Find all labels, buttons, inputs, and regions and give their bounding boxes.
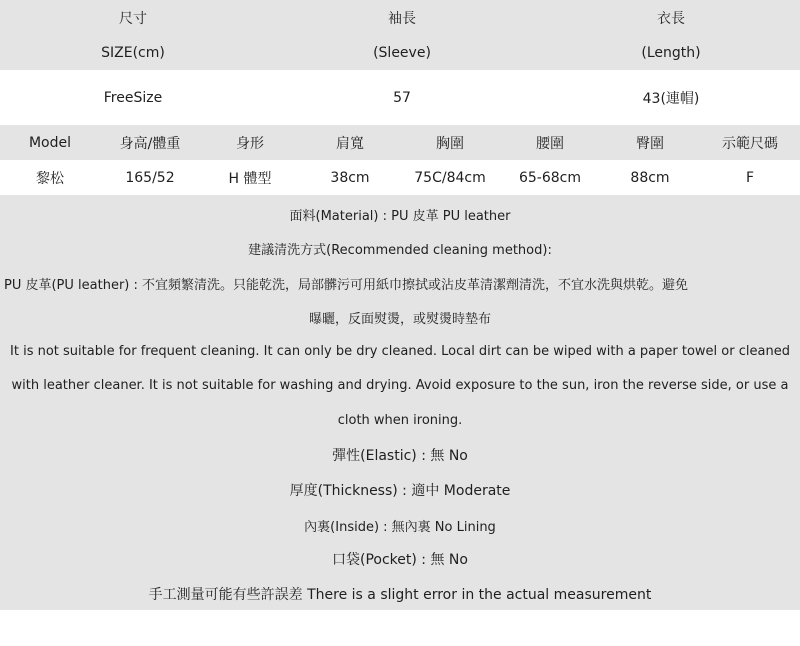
cleaning-zh-line-2: 曝曬，反面熨燙，或熨燙時墊布: [308, 311, 491, 327]
length-header-zh: 衣長: [657, 11, 685, 27]
size-value: FreeSize: [103, 89, 163, 106]
model-header: Model: [28, 134, 72, 151]
hip-header: 臀圍: [636, 135, 664, 152]
pocket-line: 口袋(Pocket) : 無 No: [332, 552, 468, 568]
model-table-header: [0, 125, 800, 160]
inside-line: 內裏(Inside) : 無內裏 No Lining: [304, 519, 496, 535]
waist-header: 腰圍: [536, 135, 564, 152]
thickness-line: 厚度(Thickness) : 適中 Moderate: [289, 483, 511, 499]
size-header-en: SIZE(cm): [101, 45, 165, 61]
waist-value: 65-68cm: [518, 169, 581, 186]
body-shape-value: H 體型: [228, 170, 272, 187]
demo-size-header: 示範尺碼: [722, 135, 778, 152]
cleaning-en-line-3: cloth when ironing.: [337, 412, 463, 428]
bust-header: 胸圍: [436, 135, 464, 152]
elastic-line: 彈性(Elastic) : 無 No: [332, 448, 468, 464]
cleaning-en-line-1: It is not suitable for frequent cleaning. It can only be dry cleaned. Local dirt can be wiped with a paper towel or cleaned: [10, 343, 790, 359]
sleeve-header-zh: 袖長: [388, 11, 416, 27]
cleaning-en-line-2: with leather cleaner. It is not suitable for washing and drying. Avoid exposure to the sun, iron the reverse side, or use a: [11, 377, 789, 393]
shoulder-value: 38cm: [330, 169, 370, 186]
details-panel: [0, 195, 800, 610]
demo-size-value: F: [745, 169, 755, 186]
height-weight-header: 身高/體重: [119, 135, 181, 152]
length-header-en: (Length): [641, 45, 701, 61]
body-shape-header: 身形: [236, 135, 264, 152]
cleaning-title: 建議清洗方式(Recommended cleaning method):: [248, 242, 552, 258]
size-header-zh: 尺寸: [119, 11, 147, 27]
model-table-row: [0, 160, 800, 195]
length-value: 43(連帽): [642, 90, 700, 107]
cleaning-zh-line-1: PU 皮革(PU leather) : 不宜頻繁清洗。只能乾洗，局部髒污可用紙巾擦拭或沾皮革清潔劑清洗，不宜水洗與烘乾。避免: [4, 277, 689, 293]
measurement-error-note: 手工測量可能有些許誤差 There is a slight error in the actual measurement: [148, 587, 652, 603]
model-name: 黎松: [36, 170, 64, 187]
sleeve-value: 57: [393, 89, 411, 106]
height-weight-value: 165/52: [125, 169, 175, 186]
size-table-header: [0, 0, 800, 70]
sleeve-header-en: (Sleeve): [373, 45, 431, 61]
hip-value: 88cm: [630, 169, 670, 186]
shoulder-header: 肩寬: [336, 135, 364, 152]
bust-value: 75C/84cm: [414, 169, 486, 186]
material-line: 面料(Material) : PU 皮革 PU leather: [289, 208, 511, 224]
size-table-row: [0, 70, 800, 125]
